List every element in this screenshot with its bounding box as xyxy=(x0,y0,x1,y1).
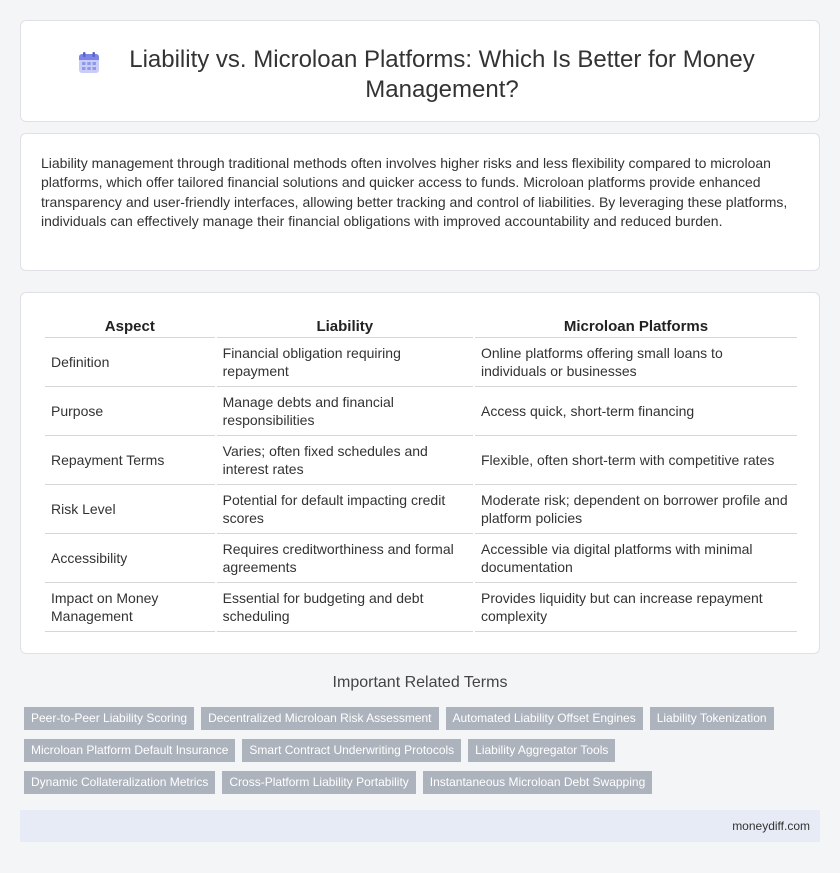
title-card xyxy=(20,20,820,122)
cell-microloan: Moderate risk; dependent on borrower profile and platform policies xyxy=(475,485,797,534)
cell-liability: Manage debts and financial responsibilities xyxy=(217,387,473,436)
cell-aspect: Accessibility xyxy=(45,534,215,583)
cell-microloan: Accessible via digital platforms with minimal documentation xyxy=(475,534,797,583)
intro-paragraph: Liability management through traditional methods often involves higher risks and less flexibility compared to microloan platforms, which offer tailored financial solutions and quicker access to funds. Microloan platforms provide enhanced transparency and user-friendly interfaces, allowing better tracking and control of liabilities. By leveraging these platforms, individuals can effectively manage their financial obligations with improved accountability and reduced burden. xyxy=(41,155,788,230)
header-aspect: Aspect xyxy=(45,316,215,338)
footer-site-link[interactable]: moneydiff.com xyxy=(732,819,810,833)
related-term-tag[interactable]: Liability Tokenization xyxy=(650,707,774,730)
cell-liability: Potential for default impacting credit scores xyxy=(217,485,473,534)
table-header-row xyxy=(45,316,797,338)
related-terms-tags xyxy=(24,707,824,803)
related-term-tag[interactable]: Instantaneous Microloan Debt Swapping xyxy=(423,771,652,794)
table-row xyxy=(45,436,797,485)
related-term-tag[interactable]: Liability Aggregator Tools xyxy=(468,739,615,762)
tag-row xyxy=(24,771,824,794)
related-term-tag[interactable]: Dynamic Collateralization Metrics xyxy=(24,771,215,794)
cell-liability: Requires creditworthiness and formal agreements xyxy=(217,534,473,583)
table-row xyxy=(45,387,797,436)
cell-aspect: Repayment Terms xyxy=(45,436,215,485)
header-microloan-platforms: Microloan Platforms xyxy=(475,316,797,338)
page-title: Liability vs. Microloan Platforms: Which Is Better for Money Management? xyxy=(129,46,755,103)
comparison-table-card xyxy=(20,292,820,654)
related-terms-heading: Important Related Terms xyxy=(332,674,508,691)
cell-aspect: Purpose xyxy=(45,387,215,436)
cell-microloan: Provides liquidity but can increase repayment complexity xyxy=(475,583,797,632)
related-term-tag[interactable]: Smart Contract Underwriting Protocols xyxy=(242,739,461,762)
cell-aspect: Impact on Money Management xyxy=(45,583,215,632)
table-row xyxy=(45,485,797,534)
cell-microloan: Online platforms offering small loans to individuals or businesses xyxy=(475,338,797,387)
cell-liability: Financial obligation requiring repayment xyxy=(217,338,473,387)
table-row xyxy=(45,338,797,387)
related-term-tag[interactable]: Cross-Platform Liability Portability xyxy=(222,771,415,794)
intro-card xyxy=(20,133,820,271)
cell-microloan: Access quick, short-term financing xyxy=(475,387,797,436)
related-term-tag[interactable]: Decentralized Microloan Risk Assessment xyxy=(201,707,438,730)
cell-liability: Essential for budgeting and debt scheduling xyxy=(217,583,473,632)
table-row xyxy=(45,534,797,583)
tag-row xyxy=(24,739,824,762)
tag-row xyxy=(24,707,824,730)
cell-liability: Varies; often fixed schedules and interest rates xyxy=(217,436,473,485)
cell-aspect: Risk Level xyxy=(45,485,215,534)
calendar-icon xyxy=(78,52,100,74)
cell-aspect: Definition xyxy=(45,338,215,387)
related-term-tag[interactable]: Automated Liability Offset Engines xyxy=(446,707,643,730)
table-row xyxy=(45,583,797,632)
footer xyxy=(20,810,820,842)
related-term-tag[interactable]: Microloan Platform Default Insurance xyxy=(24,739,235,762)
comparison-table xyxy=(43,316,799,632)
header-liability: Liability xyxy=(217,316,473,338)
title-row xyxy=(21,21,819,105)
related-term-tag[interactable]: Peer-to-Peer Liability Scoring xyxy=(24,707,194,730)
cell-microloan: Flexible, often short-term with competitive rates xyxy=(475,436,797,485)
